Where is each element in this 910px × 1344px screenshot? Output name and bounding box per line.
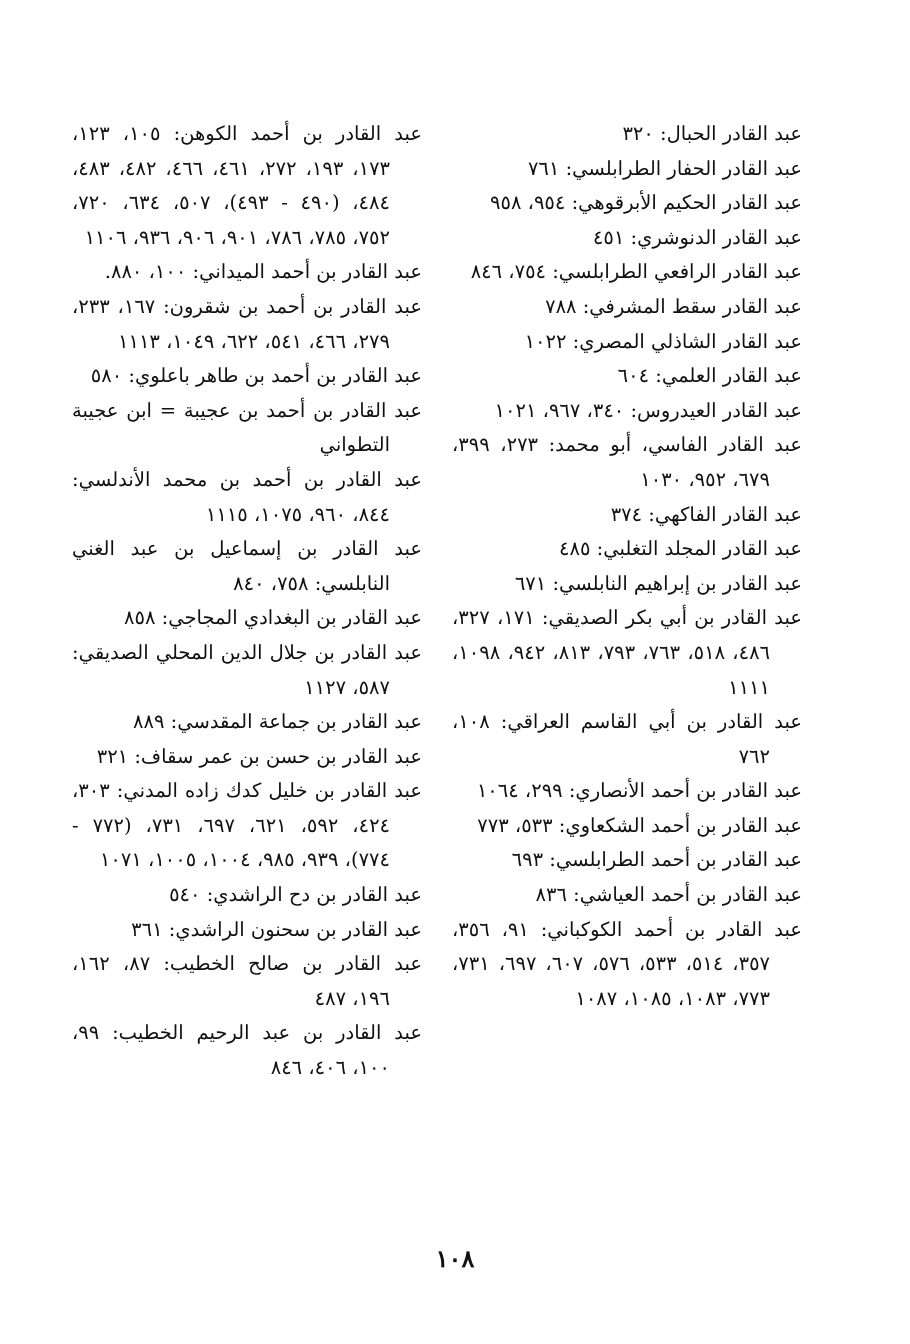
index-entry: عبد القادر بن أحمد بن شقرون: ١٦٧، ٢٣٣، ٢٧٩، ٤٦٦، ٥٤١، ٦٢٢، ١٠٤٩، ١١١٣ <box>72 294 422 353</box>
index-entry: عبد القادر المجلد التغلبي: ٤٨٥ <box>559 537 802 561</box>
index-entry: عبد القادر بن أحمد الكوهن: ١٠٥، ١٢٣، ١٧٣، ١٩٣، ٢٧٢، ٤٦١، ٤٦٦، ٤٨٢، ٤٨٣، ٤٨٤، (٤٩٠ - ٤٩٣)، ٥٠٧، ٦٣٤، ٧٢٠، ٧٥٢، ٧٨٥، ٧٨٦، ٩٠١، ٩٠٦، ٩٣٦، ١١٠٦ <box>72 122 422 249</box>
index-entry: عبد القادر بن حسن بن عمر سقاف: ٣٢١ <box>96 744 422 768</box>
index-entry: عبد القادر بن خليل كدك زاده المدني: ٣٠٣، ٤٢٤، ٥٩٢، ٦٢١، ٦٩٧، ٧٣١، (٧٧٢ - ٧٧٤)، ٩٣٩، ٩٨٥، ١٠٠٤، ١٠٠٥، ١٠٧١ <box>72 779 422 872</box>
index-entry: عبد القادر الحفار الطرابلسي: ٧٦١ <box>527 156 802 180</box>
index-entry: عبد القادر الفاسي، أبو محمد: ٢٧٣، ٣٩٩، ٦٧٩، ٩٥٢، ١٠٣٠ <box>452 433 802 491</box>
index-entry: عبد القادر بن سحنون الراشدي: ٣٦١ <box>131 917 422 941</box>
index-entry: عبد القادر بن أحمد بن محمد الأندلسي: ٨٤٤، ٩٦٠، ١٠٧٥، ١١١٥ <box>72 467 422 526</box>
index-entry: عبد القادر بن دح الراشدي: ٥٤٠ <box>169 883 422 907</box>
index-entry: عبد القادر بن أحمد الأنصاري: ٢٩٩، ١٠٦٤ <box>476 779 802 803</box>
index-entry: عبد القادر سقط المشرفي: ٧٨٨ <box>545 294 802 318</box>
index-entry: عبد القادر بن أحمد بن عجيبة = ابن عجيبة التطواني <box>72 398 422 457</box>
index-entry: عبد القادر بن أحمد الطرابلسي: ٦٩٣ <box>511 848 802 872</box>
index-entry: عبد القادر بن أحمد الميداني: ١٠٠، ٨٨٠. <box>104 260 422 284</box>
index-entry: عبد القادر بن جلال الدين المحلي الصديقي: ٥٨٧، ١١٢٧ <box>72 640 422 699</box>
index-column-left <box>72 117 422 1086</box>
index-entry: عبد القادر بن جماعة المقدسي: ٨٨٩ <box>133 710 422 734</box>
index-entry: عبد القادر الحكيم الأبرقوهي: ٩٥٤، ٩٥٨ <box>490 191 802 215</box>
index-entry: عبد القادر بن أبي بكر الصديقي: ١٧١، ٣٢٧، ٤٨٦، ٥١٨، ٧٦٣، ٧٩٣، ٨١٣، ٩٤٢، ١٠٩٨، ١١١١ <box>452 606 803 699</box>
index-entry: عبد القادر الرافعي الطرابلسي: ٧٥٤، ٨٤٦ <box>470 260 802 284</box>
index-entry: عبد القادر الدنوشري: ٤٥١ <box>592 225 802 249</box>
index-column-right <box>452 117 802 1016</box>
index-entry: عبد القادر الفاكهي: ٣٧٤ <box>610 502 802 526</box>
index-entry: عبد القادر العيدروس: ٣٤٠، ٩٦٧، ١٠٢١ <box>494 398 802 422</box>
index-entry: عبد القادر بن أحمد العياشي: ٨٣٦ <box>535 883 802 907</box>
index-entry: عبد القادر بن عبد الرحيم الخطيب: ٩٩، ١٠٠، ٤٠٦، ٨٤٦ <box>72 1021 422 1080</box>
index-entry: عبد القادر بن أبي القاسم العراقي: ١٠٨، ٧٦٢ <box>452 710 802 768</box>
index-entry: عبد القادر بن إبراهيم النابلسي: ٦٧١ <box>514 571 802 595</box>
index-entry: عبد القادر بن البغدادي المجاجي: ٨٥٨ <box>124 606 422 630</box>
index-entry: عبد القادر الشاذلي المصري: ١٠٢٢ <box>524 329 802 353</box>
index-entry: عبد القادر بن إسماعيل بن عبد الغني النابلسي: ٧٥٨، ٨٤٠ <box>72 537 422 595</box>
index-entry: عبد القادر بن أحمد الكوكباني: ٩١، ٣٥٦، ٣٥٧، ٥١٤، ٥٣٣، ٥٧٦، ٦٠٧، ٦٩٧، ٧٣١، ٧٧٣، ١٠٨٣، ١٠٨٥، ١٠٨٧ <box>452 917 803 1010</box>
index-entry: عبد القادر بن أحمد بن طاهر باعلوي: ٥٨٠ <box>90 364 422 388</box>
index-entry: عبد القادر العلمي: ٦٠٤ <box>617 364 802 388</box>
page-number: ١٠٨ <box>435 1244 475 1273</box>
index-entry: عبد القادر الحبال: ٣٢٠ <box>622 122 802 145</box>
index-entry: عبد القادر بن أحمد الشكعاوي: ٥٣٣، ٧٧٣ <box>477 813 802 837</box>
index-entry: عبد القادر بن صالح الخطيب: ٨٧، ١٦٢، ١٩٦، ٤٨٧ <box>72 952 423 1010</box>
